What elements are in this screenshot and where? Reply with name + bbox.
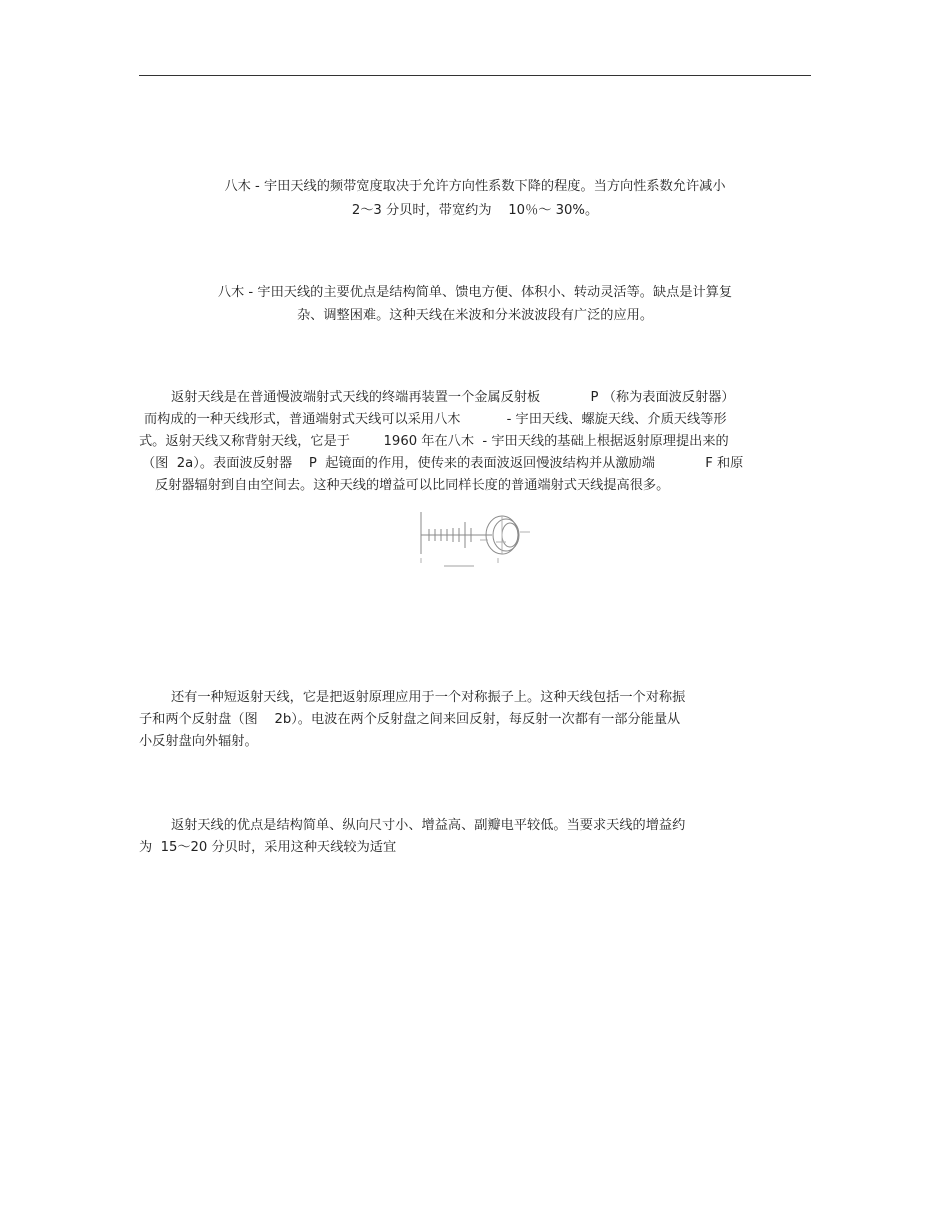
paragraph-4-line-2: 子和两个反射盘（图 2b）。电波在两个反射盘之间来回反射，每反射一次都有一部分能量从	[139, 712, 681, 727]
paragraph-3-line-1: 返射天线是在普通慢波端射式天线的终端再装置一个金属反射板 P （称为表面波反射器）	[171, 390, 735, 405]
paragraph-4-line-1: 还有一种短返射天线，它是把返射原理应用于一个对称振子上。这种天线包括一个对称振	[171, 690, 686, 705]
paragraph-2-line-2: 杂、调整困难。这种天线在米波和分米波波段有广泛的应用。	[296, 308, 654, 323]
paragraph-3-line-2: 而构成的一种天线形式，普通端射式天线可以采用八木 - 宇田天线、螺旋天线、介质天线等形	[144, 412, 727, 427]
header-rule	[139, 75, 811, 76]
paragraph-2-line-1: 八木 - 宇田天线的主要优点是结构简单、馈电方便、体积小、转动灵活等。缺点是计算复	[217, 285, 733, 300]
paragraph-3-line-4: （图 2a）。表面波反射器 P 起镜面的作用，使传来的表面波返回慢波结构并从激励端 F 和原	[142, 456, 744, 471]
paragraph-1-line-2: 2～3 分贝时，带宽约为 10％～ 30%。	[351, 203, 599, 218]
paragraph-3-line-3: 式。返射天线又称背射天线，它是于 1960 年在八木 - 宇田天线的基础上根据返射原理提出来的	[139, 434, 729, 449]
backfire-antenna-diagram-icon	[412, 508, 538, 570]
paragraph-5-line-1: 返射天线的优点是结构简单、纵向尺寸小、增益高、副瓣电平较低。当要求天线的增益约	[171, 818, 686, 833]
paragraph-1-line-1: 八木 - 宇田天线的频带宽度取决于允许方向性系数下降的程度。当方向性系数允许减小	[224, 179, 726, 194]
paragraph-5-line-2: 为 15～20 分贝时，采用这种天线较为适宜	[139, 840, 397, 855]
paragraph-3-line-5: 反射器辐射到自由空间去。这种天线的增益可以比同样长度的普通端射式天线提高很多。	[155, 478, 670, 493]
paragraph-4-line-3: 小反射盘向外辐射。	[139, 734, 258, 749]
